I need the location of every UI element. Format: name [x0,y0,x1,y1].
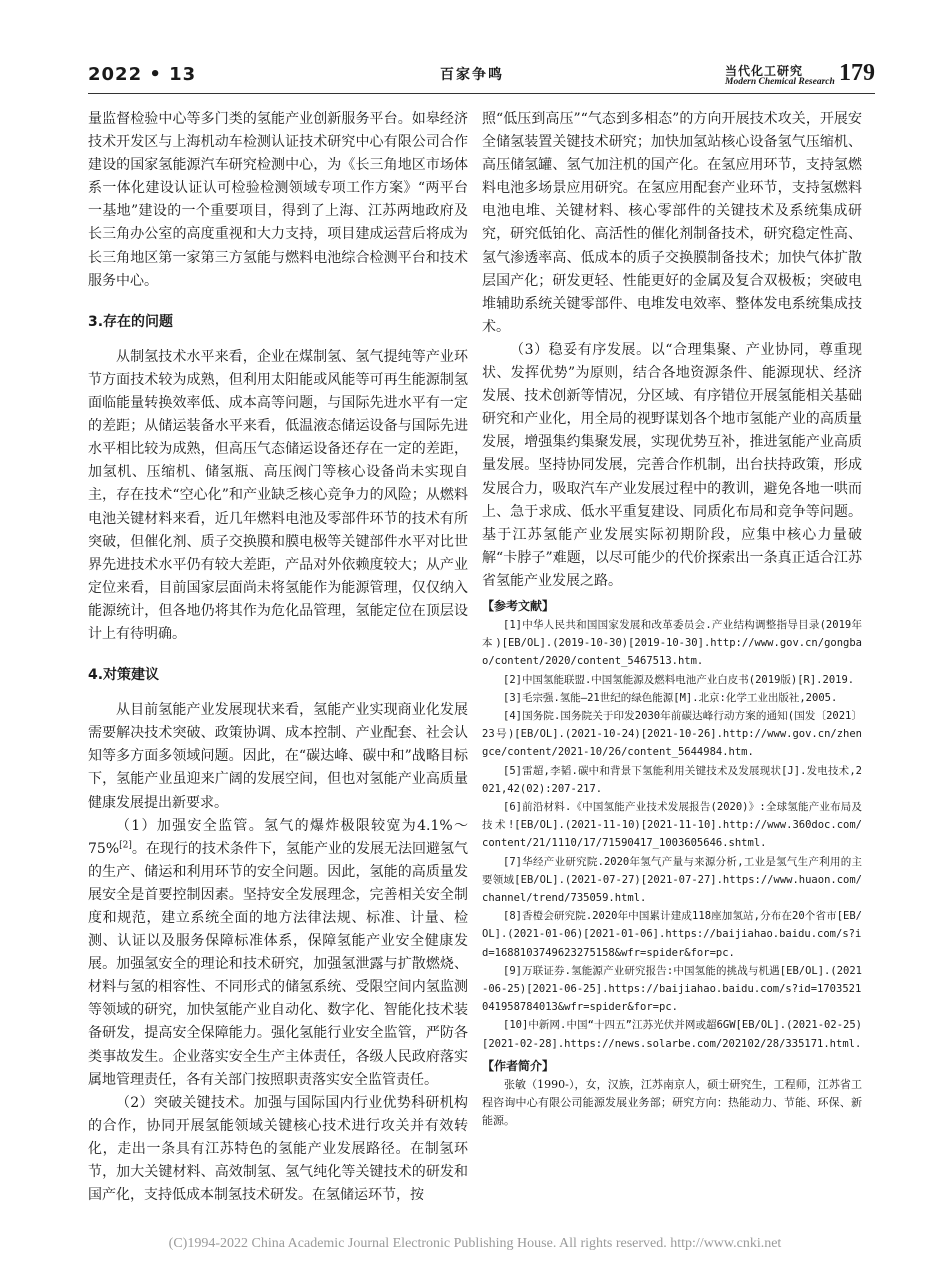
journal-name-cn: 当代化工研究 [725,64,804,78]
journal-info [725,62,875,92]
text-run: 。在现行的技术条件下，氢能产业的发展无法回避氢气的生产、储运和利用环节的安全问题。因此，氢能的高质量发展安全是首要控制因素。坚持安全发展理念，完善相关安全制度和规范，建立系统全面的地方法律法规、标准、计量、检测、认证以及服务保障标准体系，保障氢能产业安全健康发展。加强氢安全的理论和技术研究，加强氢泄露与扩散燃烧、材料与氢的相容性、不同形式的储氢系统、受限空间内氢监测等领域的研究，加快氢能产业自动化、数字化、智能化技术装备研发，提高安全保障能力。强化氢能行业安全监管，严防各类事故发生。企业落实安全生产主体责任，各级人民政府落实属地管理责任，各有关部门按照职责落实安全监管责任。 [88,840,468,1088]
references-heading: 【参考文献】 [482,598,555,613]
paragraph: 照“低压到高压”“气态到多相态”的方向开展技术攻关，开展安全储氢装置关键技术研究；加快加氢站核心设备氢气压缩机、高压储氢罐、氢气加注机的国产化。在氢应用环节，支持氢燃料电池多场景应用研究。在氢应用配套产业环节，支持氢燃料电池电堆、关键材料、核心零部件的关键技术及系统集成研究，研究低铂化、高活性的催化剂制备技术，研究稳定性高、氢气渗透率高、低成本的质子交换膜制备技术；加快气体扩散层国产化；研发更轻、性能更好的金属及复合双极板；突破电堆辅助系统关键零部件、电堆发电效率、整体发电系统集成技术。 [482,111,862,335]
paragraph: 从目前氢能产业发展现状来看，氢能产业实现商业化发展需要解决技术突破、政策协调、成本控制、产业配套、社会认知等多方面多领域问题。因此，在“碳达峰、碳中和”战略目标下，氢能产业虽迎来广阔的发展空间，但也对氢能产业高质量健康发展提出新要求。 [88,702,468,811]
reference-item: [1]中华人民共和国国家发展和改革委员会.产业结构调整指导目录(2019年本)[EB/OL].(2019-10-30)[2019-10-30].http://www.gov.cn/gongbao/content/2020/content_5467513.htm. [482,618,862,668]
page-header [88,62,875,92]
section-heading: 4.对策建议 [88,667,160,684]
journal-name-en: Modern Chemical Research [725,77,835,87]
reference-item: [10]中新网.中国“十四五”江苏光伏并网或超6GW[EB/OL].(2021-02-25)[2021-02-28].https://news.solarbe.com/202102/28/335171.html. [482,1019,862,1050]
text-run: （1）加强安全监管。氢气的爆炸极限较宽为4.1%～75% [88,817,468,857]
paragraph: 从制氢技术水平来看，企业在煤制氢、氢气提纯等产业环节方面技术较为成熟，但利用太阳能或风能等可再生能源制氢面临能量转换效率低、成本高等问题，与国际先进水平有一定的差距；从储运装备水平来看，低温液态储运设备与国际先进水平相比较为成熟，但高压气态储运设备还存在一定的差距，加氢机、压缩机、储氢瓶、高压阀门等核心设备尚未实现自主，存在技术“空心化”和产业缺乏核心竞争力的风险；从燃料电池关键材料来看，近几年燃料电池及零部件环节的技术有所突破，但催化剂、质子交换膜和膜电极等关键部件水平对比世界先进技术水平仍有较大差距，产品对外依赖度较大；从产业定位来看，目前国家层面尚未将氢能作为能源管理，仅仅纳入能源统计，但各地仍将其作为危化品管理，氢能定位在顶层设计上有待明确。 [88,348,468,642]
reference-item: [5]雷超,李韬.碳中和背景下氢能利用关键技术及发展现状[J].发电技术,2021,42(02):207-217. [482,764,862,795]
reference-item: [9]万联证券.氢能源产业研究报告:中国氢能的挑战与机遇[EB/OL].(2021-06-25)[2021-06-25].https://baijiahao.baidu.com/s?id=1703521041958784013&wfr=spider&for=pc. [482,964,862,1014]
paragraph: 量监督检验中心等多门类的氢能产业创新服务平台。如皋经济技术开发区与上海机动车检测认证技术研究中心有限公司合作建设的国家氢能源汽车研究检测中心，为《长三角地区市场体系一体化建设认证认可检验检测领域专项工作方案》“两平台一基地”建设的一个重要项目，得到了上海、江苏两地政府及长三角办公室的高度重视和大力支持，项目建成运营后将成为长三角地区第一家第三方氢能与燃料电池综合检测平台和技术服务中心。 [88,111,468,289]
header-rule [88,93,875,94]
reference-item: [4]国务院.国务院关于印发2030年前碳达峰行动方案的通知(国发〔2021〕23号)[EB/OL].(2021-10-24)[2021-10-26].http://www.gov.cn/zhengce/content/2021-10/26/content_5644984.htm. [482,709,862,759]
author-bio: 张敏（1990-），女，汉族，江苏南京人，硕士研究生，工程师，江苏省工程咨询中心有限公司能源发展业务部；研究方向：热能动力、节能、环保、新能源。 [482,1077,862,1128]
section-heading: 3.存在的问题 [88,313,174,330]
reference-item: [2]中国氢能联盟.中国氢能源及燃料电池产业白皮书(2019版)[R].2019. [503,673,855,686]
paragraph [88,815,468,1092]
right-column [482,108,862,1130]
page-number: 179 [839,60,875,86]
reference-item: [6]前沿材料.《中国氢能产业技术发展报告(2020)》:全球氢能产业布局及技术![EB/OL].(2021-11-10)[2021-11-10].http://www.360doc.com/content/21/1110/17/71590417_1003605646.shtml. [482,801,862,850]
author-heading: 【作者简介】 [482,1058,555,1073]
reference-item: [3]毛宗强.氢能—21世纪的绿色能源[M].北京:化学工业出版社,2005. [503,691,838,704]
citation-superscript[interactable]: [2] [119,840,132,851]
left-column [88,108,468,1207]
paragraph: （3）稳妥有序发展。以“合理集聚、产业协同，尊重现状、发挥优势”为原则，结合各地资源条件、能源现状、经济发展、技术创新等情况，分区域、有序错位开展氢能相关基础研究和产业化，用全局的视野谋划各个地市氢能产业的高质量发展，增强集约集聚发展，实现优势互补，推进氢能产业高质量发展。坚持协同发展，完善合作机制，出台扶持政策，形成发展合力，吸取汽车产业发展过程中的教训，避免各地一哄而上、急于求成、低水平重复建设、同质化布局和竞争等问题。基于江苏氢能产业发展实际初期阶段，应集中核心力量破解“卡脖子”难题，以尽可能少的代价探索出一条真正适合江苏省氢能产业发展之路。 [482,341,862,589]
reference-item: [7]华经产业研究院.2020年氢气产量与来源分析,工业是氢气生产利用的主要领域[EB/OL].(2021-07-27)[2021-07-27].https://www.huaon.com/channel/trend/735059.html. [482,855,862,905]
column-title: 百家争鸣 [440,67,504,83]
paragraph: （2）突破关键技术。加强与国际国内行业优势科研机构的合作，协同开展氢能领域关键核心技术进行攻关并有效转化，走出一条具有江苏特色的氢能产业发展路径。在制氢环节，加大关键材料、高效制氢、氢气纯化等关键技术的研发和国产化，支持低成本制氢技术研发。在氢储运环节，按 [88,1094,468,1204]
issue-number: 2022 • 13 [88,64,197,85]
reference-item: [8]香橙会研究院.2020年中国累计建成118座加氢站,分布在20个省市[EB/OL].(2021-01-06)[2021-01-06].https://baijiahao.baidu.com/s?id=1688103749623275158&wfr=spider&for=pc. [482,910,862,959]
copyright-footer: (C)1994-2022 China Academic Journal Electronic Publishing House. All rights reserved. http://www.cnki.net [168,1236,782,1251]
reference-list [482,616,862,1053]
